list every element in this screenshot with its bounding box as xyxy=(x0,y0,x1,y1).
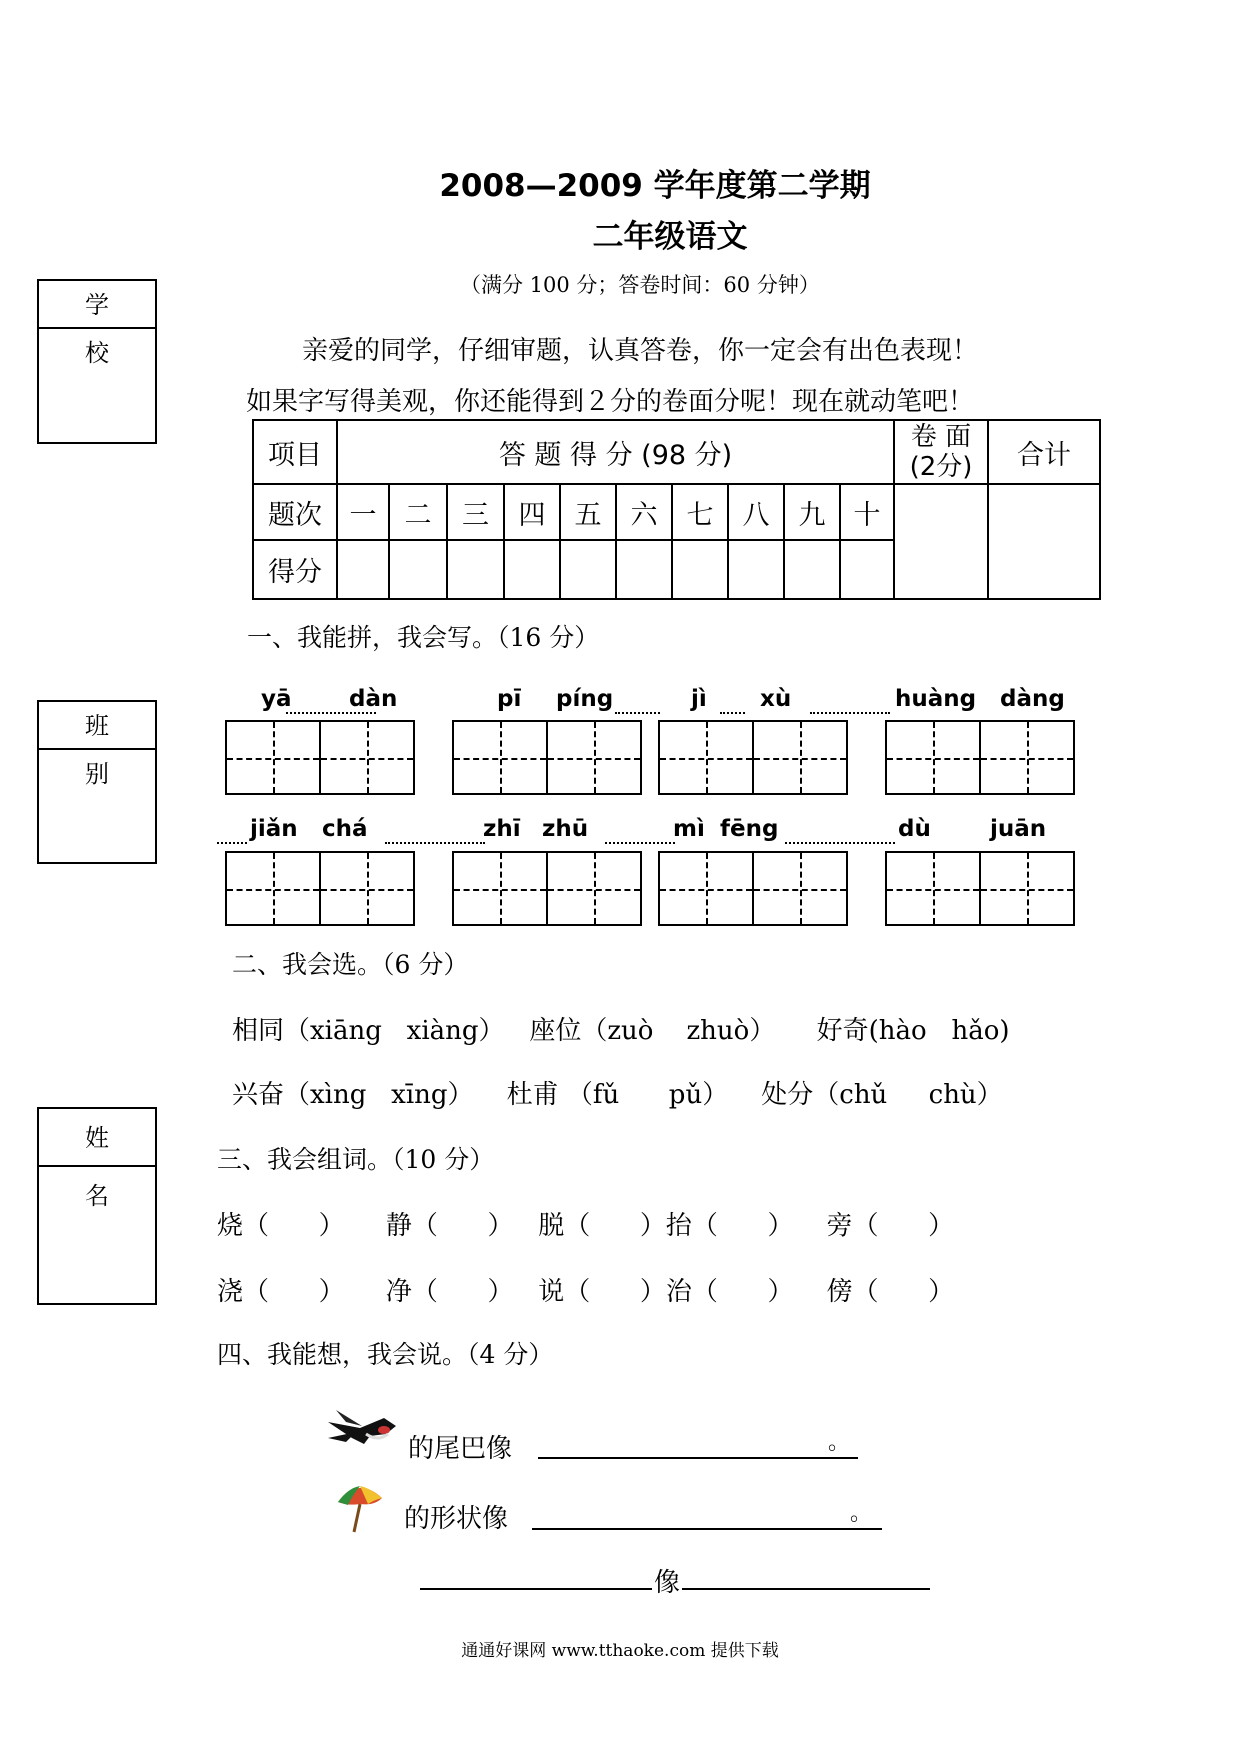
pinyin: píng xyxy=(556,686,614,712)
pinyin: zhī xyxy=(483,816,521,842)
subject-title: 二年级语文 xyxy=(592,219,748,255)
question-cell: 十 xyxy=(840,484,894,540)
pinyin: juān xyxy=(990,816,1047,842)
choice-line-2: 兴奋（xìng xīng） 杜甫 （fǔ pǔ） 处分（chǔ chù） xyxy=(232,1080,1003,1110)
pinyin: yā xyxy=(261,686,292,712)
total-score-cell[interactable] xyxy=(988,484,1100,599)
score-cell[interactable] xyxy=(504,540,560,599)
writing-grid[interactable] xyxy=(225,851,415,926)
class-box xyxy=(37,700,157,864)
pinyin: pī xyxy=(497,686,522,712)
pinyin: zhū xyxy=(542,816,589,842)
question-cell: 七 xyxy=(672,484,728,540)
score-cell[interactable] xyxy=(337,540,389,599)
mushroom-image xyxy=(334,1480,386,1536)
choice-line-1: 相同（xiāng xiàng） 座位（zuò zhuò） 好奇(hào hǎo) xyxy=(232,1016,1010,1046)
score-cell[interactable] xyxy=(840,540,894,599)
pinyin: fēng xyxy=(720,816,779,842)
pinyin: dàn xyxy=(349,686,398,712)
score-cell[interactable] xyxy=(784,540,840,599)
pinyin: mì xyxy=(673,816,705,842)
writing-grid[interactable] xyxy=(658,720,848,795)
neat-label-1: 卷 面 xyxy=(910,422,972,452)
school-box xyxy=(37,279,157,444)
question-cell: 二 xyxy=(389,484,447,540)
intro-line-1: 亲爱的同学，仔细审题，认真答卷，你一定会有出色表现！ xyxy=(302,336,979,366)
school-label: 学 校 xyxy=(39,281,155,329)
section-3-heading: 三、我会组词。（10 分） xyxy=(217,1145,495,1174)
question-cell: 三 xyxy=(447,484,504,540)
exam-info: （满分 100 分；答卷时间：60 分钟） xyxy=(460,273,820,297)
prompt-3: 像 xyxy=(654,1568,681,1598)
score-cell[interactable] xyxy=(616,540,672,599)
writing-grid[interactable] xyxy=(885,720,1075,795)
neat-score-label xyxy=(894,420,988,484)
question-cell: 一 xyxy=(337,484,389,540)
exam-title: 2008—2009 学年度第二学期 xyxy=(439,168,871,204)
intro-line-2: 如果字写得美观，你还能得到２分的卷面分呢！现在就动笔吧！ xyxy=(246,387,975,417)
question-cell: 九 xyxy=(784,484,840,540)
prompt-1: 的尾巴像 xyxy=(408,1434,513,1464)
item-label: 项目 xyxy=(253,420,337,484)
score-cell[interactable] xyxy=(672,540,728,599)
question-cell: 六 xyxy=(616,484,672,540)
word-line-1: 烧（ ） 静（ ） 脱（ ）抬（ ） 旁（ ） xyxy=(217,1211,955,1241)
writing-grid[interactable] xyxy=(885,851,1075,926)
question-cell: 五 xyxy=(560,484,616,540)
score-cell[interactable] xyxy=(389,540,447,599)
name-box xyxy=(37,1107,157,1305)
answer-blank-3b[interactable] xyxy=(682,1588,930,1590)
writing-grid[interactable] xyxy=(225,720,415,795)
score-cell[interactable] xyxy=(447,540,504,599)
writing-grid[interactable] xyxy=(658,851,848,926)
pinyin: dù xyxy=(898,816,931,842)
period-2: 。 xyxy=(850,1501,873,1526)
answer-blank-3a[interactable] xyxy=(420,1588,652,1590)
score-cell[interactable] xyxy=(560,540,616,599)
pinyin: huàng xyxy=(895,686,977,712)
score-cell[interactable] xyxy=(728,540,784,599)
footer: 通通好课网 www.tthaoke.com 提供下载 xyxy=(461,1641,779,1661)
word-line-2: 浇（ ） 净（ ） 说（ ）治（ ） 傍（ ） xyxy=(217,1277,955,1307)
section-2-heading: 二、我会选。（6 分） xyxy=(232,950,469,979)
neat-score-cell[interactable] xyxy=(894,484,988,599)
neat-label-2: (2分) xyxy=(909,452,973,482)
answer-blank-1[interactable] xyxy=(538,1457,858,1459)
writing-grid[interactable] xyxy=(452,851,642,926)
pinyin: xù xyxy=(760,686,792,712)
swallow-image xyxy=(326,1408,398,1456)
score-label: 得分 xyxy=(253,540,337,599)
section-1-heading: 一、我能拼，我会写。（16 分） xyxy=(247,623,600,652)
pinyin: jiǎn xyxy=(250,816,298,842)
score-table xyxy=(252,419,1101,600)
name-label: 姓 名 xyxy=(39,1109,155,1167)
question-label: 题次 xyxy=(253,484,337,540)
section-4-heading: 四、我能想，我会说。（4 分） xyxy=(217,1340,554,1369)
answer-score-label: 答 题 得 分 (98 分) xyxy=(337,420,894,484)
total-label: 合计 xyxy=(988,420,1100,484)
class-label: 班 别 xyxy=(39,702,155,750)
question-cell: 八 xyxy=(728,484,784,540)
writing-grid[interactable] xyxy=(452,720,642,795)
pinyin: chá xyxy=(322,816,368,842)
question-cell: 四 xyxy=(504,484,560,540)
period-1: 。 xyxy=(828,1430,851,1455)
answer-blank-2[interactable] xyxy=(532,1528,882,1530)
pinyin: jì xyxy=(691,686,707,712)
prompt-2: 的形状像 xyxy=(404,1504,509,1534)
pinyin: dàng xyxy=(1000,686,1065,712)
